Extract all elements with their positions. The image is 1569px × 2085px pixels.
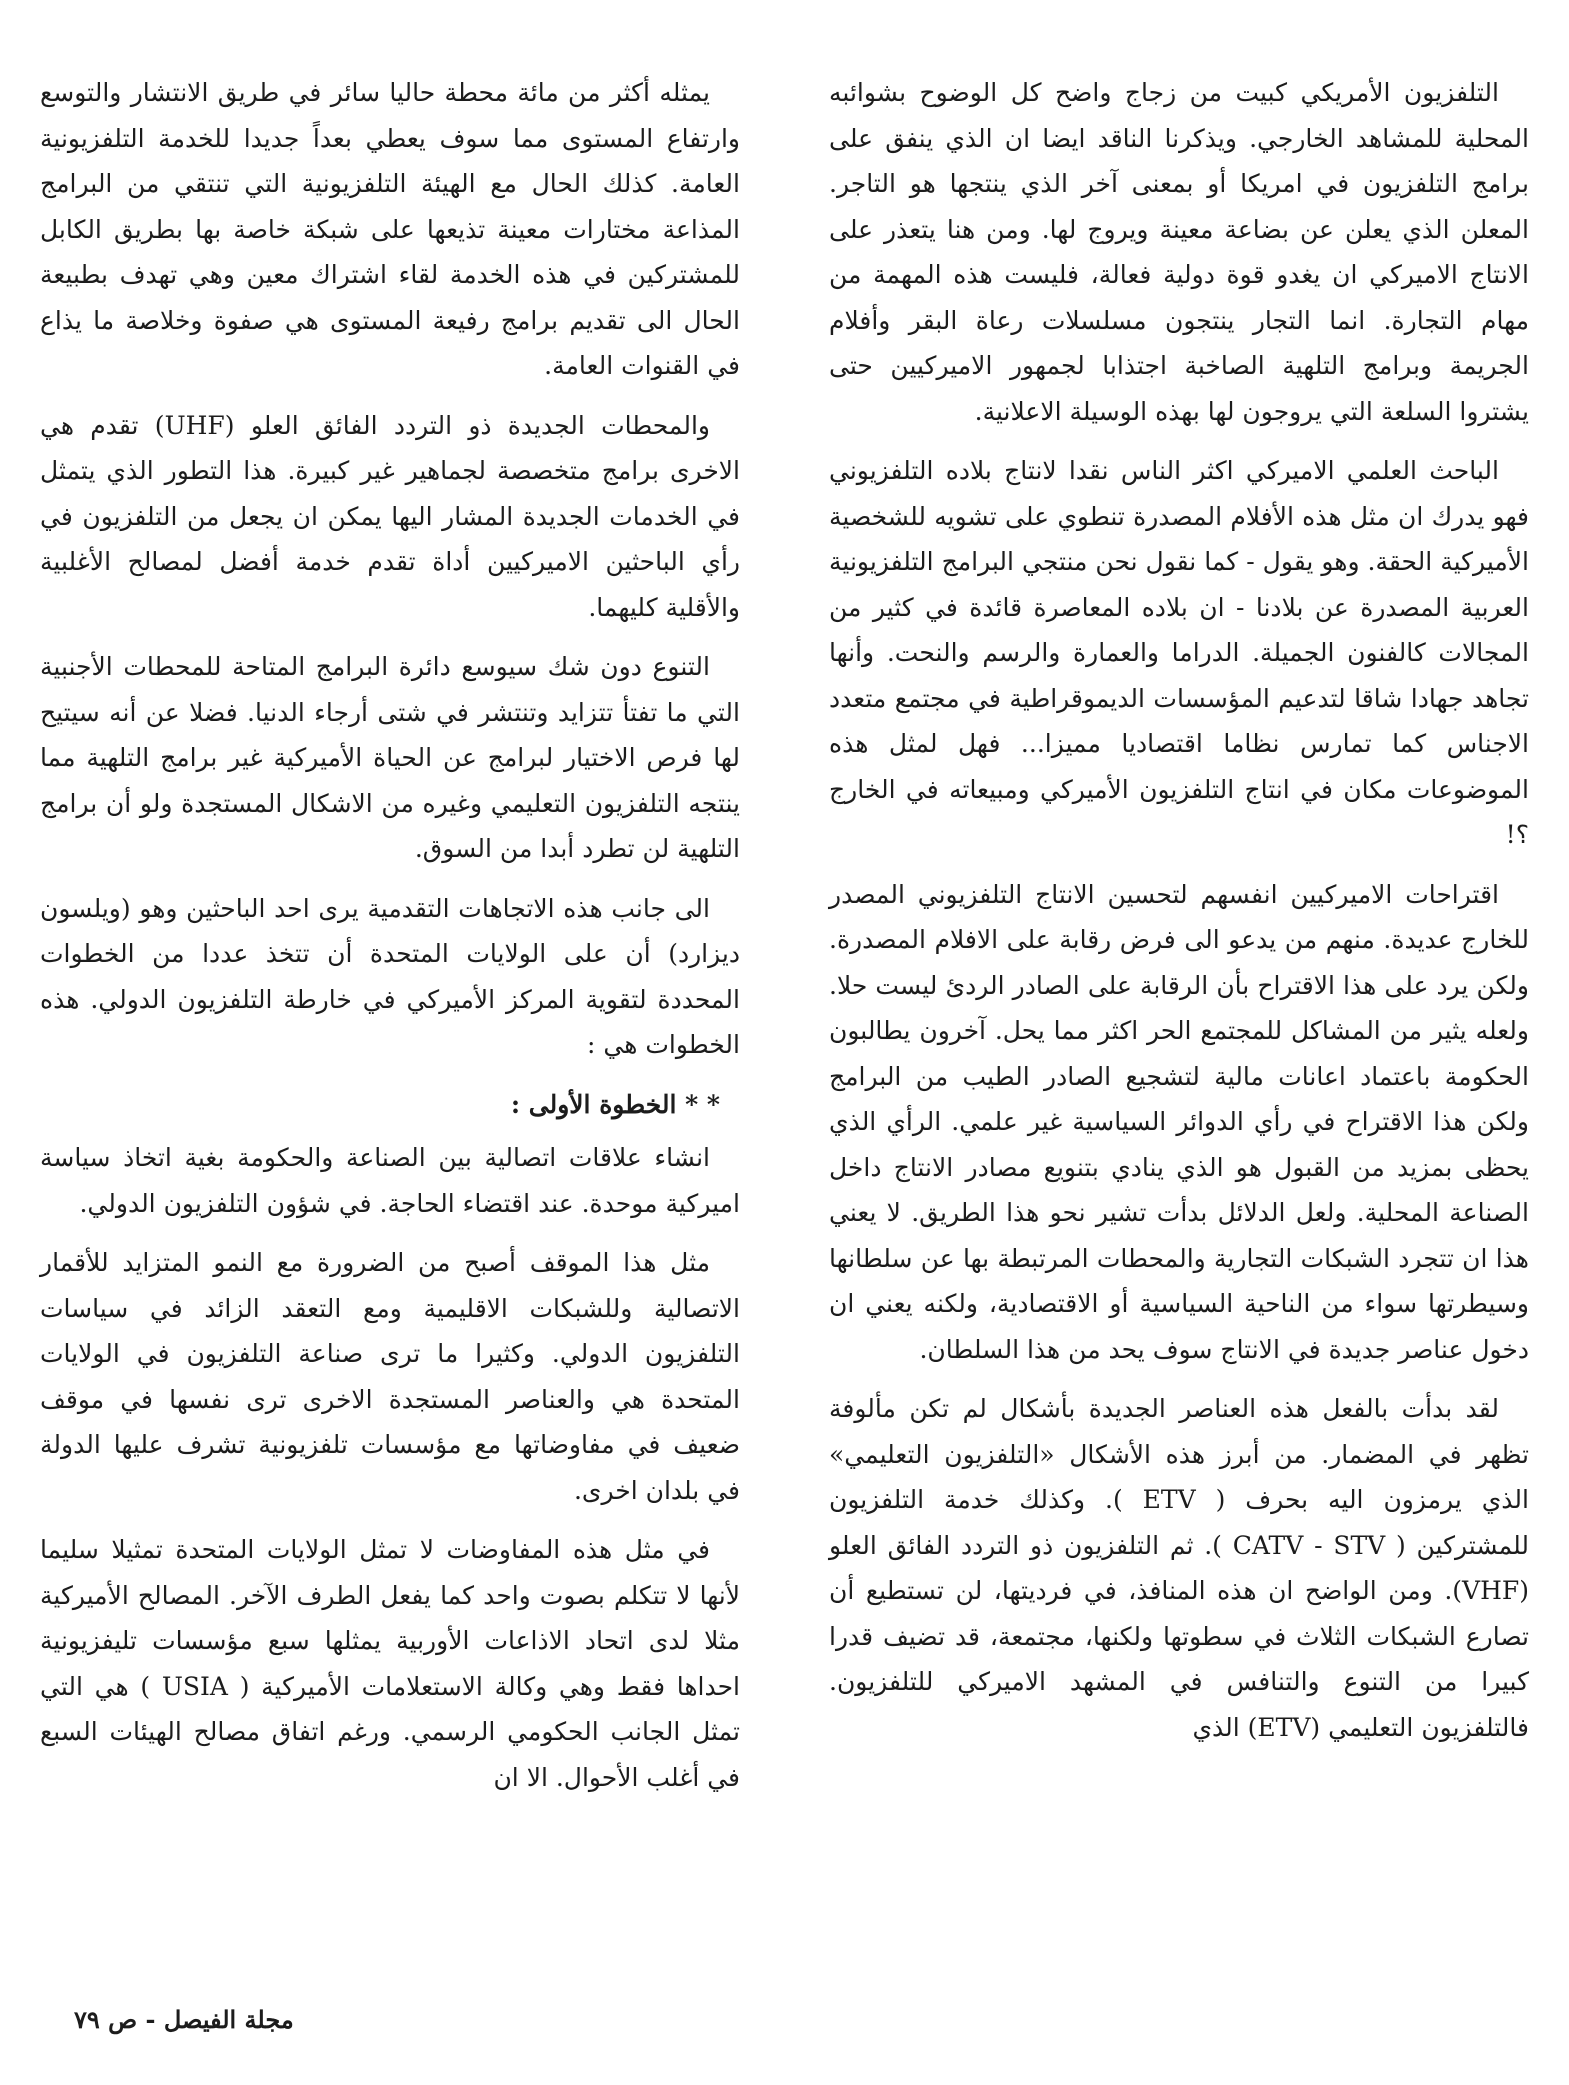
paragraph: الى جانب هذه الاتجاهات التقدمية يرى احد الباحثين وهو (ويلسون ديزارد) أن على الولايات المتحدة أن تتخذ عددا من الخطوات المحددة لتقوية المركز الأميركي في خارطة التلفزيون الدولي. هذه الخطوات هي :: [40, 893, 740, 1059]
paragraph: في مثل هذه المفاوضات لا تمثل الولايات المتحدة تمثيلا سليما لأنها لا تتكلم بصوت واحد كما يفعل الطرف الآخر. المصالح الأميركية مثلا لدى اتحاد الاذاعات الأوربية يمثلها سبع مؤسسات تليفزيونية احداها فقط وهي وكالة الاستعلامات الأميركية ( USIA ) هي التي تمثل الجانب الحكومي الرسمي. ورغم اتفاق مصالح الهيئات السبع في أغلب الأحوال. الا ان: [40, 1535, 740, 1792]
paragraph: مثل هذا الموقف أصبح من الضرورة مع النمو المتزايد للأقمار الاتصالية وللشبكات الاقليمية ومع التعقد الزائد في سياسات التلفزيون الدولي. وكثيرا ما ترى صناعة التلفزيون في الولايات المتحدة هي والعناصر المستجدة الاخرى ترى نفسها في موقف ضعيف في مفاوضاتها مع مؤسسات تلفزيونية تشرف عليها الدولة في بلدان اخرى.: [40, 1248, 740, 1505]
paragraph: الباحث العلمي الاميركي اكثر الناس نقدا لانتاج بلاده التلفزيوني فهو يدرك ان مثل هذه الأفلام المصدرة تنطوي على تشويه للشخصية الأميركية الحقة. وهو يقول - كما نقول نحن منتجي البرامج التلفزيونية العربية المصدرة عن بلادنا - ان بلاده المعاصرة قائدة في كثير من المجالات كالفنون الجميلة. الدراما والعمارة والرسم والنحت. وأنها تجاهد جهادا شاقا لتدعيم المؤسسات الديموقراطية في مجتمع متعدد الاجناس كما تمارس نظاما اقتصاديا مميزا... فهل لمثل هذه الموضوعات مكان في انتاج التلفزيون الأميركي ومبيعاته في الخارج ؟!: [829, 456, 1529, 849]
right-column: [829, 70, 1529, 1764]
paragraph: لقد بدأت بالفعل هذه العناصر الجديدة بأشكال لم تكن مألوفة تظهر في المضمار. من أبرز هذه الأشكال «التلفزيون التعليمي» الذي يرمزون اليه بحرف ( ETV ). وكذلك خدمة التلفزيون للمشتركين ( CATV - STV ). ثم التلفزيون ذو التردد الفائق العلو (VHF). ومن الواضح ان هذه المنافذ، في فرديتها، لن تستطيع أن تصارع الشبكات الثلاث في سطوتها ولكنها، مجتمعة، قد تضيف قدرا كبيرا من التنوع والتنافس في المشهد الاميركي للتلفزيون. فالتلفزيون التعليمي (ETV) الذي: [829, 1394, 1529, 1742]
paragraph: اقتراحات الاميركيين انفسهم لتحسين الانتاج التلفزيوني المصدر للخارج عديدة. منهم من يدعو الى فرض رقابة على الافلام المصدرة. ولكن يرد على هذا الاقتراح بأن الرقابة على الصادر الردئ ليست حلا. ولعله يثير من المشاكل للمجتمع الحر اكثر مما يحل. آخرون يطالبون الحكومة باعتماد اعانات مالية لتشجيع الصادر الطيب من البرامج ولكن هذا الاقتراح في رأي الدوائر السياسية غير علمي. الرأي الذي يحظى بمزيد من القبول هو الذي ينادي بتنويع مصادر الانتاج داخل الصناعة المحلية. ولعل الدلائل بدأت تشير نحو هذا الطريق. لا يعني هذا ان تتجرد الشبكات التجارية والمحطات المرتبطة بها عن سلطانها وسيطرتها سواء من الناحية السياسية أو الاقتصادية، ولكنه يعني ان دخول عناصر جديدة في الانتاج سوف يحد من هذا السلطان.: [829, 879, 1529, 1364]
section-heading: * * الخطوة الأولى :: [510, 1089, 720, 1119]
paragraph: يمثله أكثر من مائة محطة حاليا سائر في طريق الانتشار والتوسع وارتفاع المستوى مما سوف يعطي بعداً جديدا للخدمة التلفزيونية العامة. كذلك الحال مع الهيئة التلفزيونية التي تنتقي من البرامج المذاعة مختارات معينة تذيعها على شبكة خاصة بها بطريق الكابل للمشتركين في هذه الخدمة لقاء اشتراك معين وهي تهدف بطبيعة الحال الى تقديم برامج رفيعة المستوى هي صفوة وخلاصة ما يذاع في القنوات العامة.: [40, 78, 740, 380]
paragraph: والمحطات الجديدة ذو التردد الفائق العلو (UHF) تقدم هي الاخرى برامج متخصصة لجماهير غير كبيرة. هذا التطور الذي يتمثل في الخدمات الجديدة المشار اليها يمكن ان يجعل من التلفزيون في رأي الباحثين الاميركيين أداة تقدم خدمة أفضل لمصالح الأغلبية والأقلية كليهما.: [40, 410, 740, 622]
paragraph: التنوع دون شك سيوسع دائرة البرامج المتاحة للمحطات الأجنبية التي ما تفتأ تتزايد وتنتشر في شتى أرجاء الدنيا. فضلا عن أنه سيتيح لها فرص الاختيار لبرامج عن الحياة الأميركية غير برامج التلهية مما ينتجه التلفزيون التعليمي وغيره من الاشكال المستجدة ولو أن برامج التلهية لن تطرد أبدا من السوق.: [40, 652, 740, 863]
paragraph: التلفزيون الأمريكي كبيت من زجاج واضح كل الوضوح بشوائبه المحلية للمشاهد الخارجي. ويذكرنا الناقد ايضا ان الذي ينفق على برامج التلفزيون في امريكا أو بمعنى آخر الذي ينتجها هو التاجر. المعلن الذي يعلن عن بضاعة معينة ويروج لها. ومن هنا يتعذر على الانتاج الاميركي ان يغدو قوة دولية فعالة، فليست هذه المهمة من مهام التجارة. انما التجار ينتجون مسلسلات رعاة البقر وأفلام الجريمة وبرامج التلهية الصاخبة اجتذابا لجمهور الاميركيين حتى يشتروا السلعة التي يروجون لها بهذه الوسيلة الاعلانية.: [829, 78, 1530, 426]
page-footer: مجلة الفيصل - ص ٧٩: [74, 2005, 294, 2034]
left-column: [40, 70, 740, 1814]
paragraph: انشاء علاقات اتصالية بين الصناعة والحكومة بغية اتخاذ سياسة اميركية موحدة. عند اقتضاء الحاجة. في شؤون التلفزيون الدولي.: [40, 1143, 740, 1218]
